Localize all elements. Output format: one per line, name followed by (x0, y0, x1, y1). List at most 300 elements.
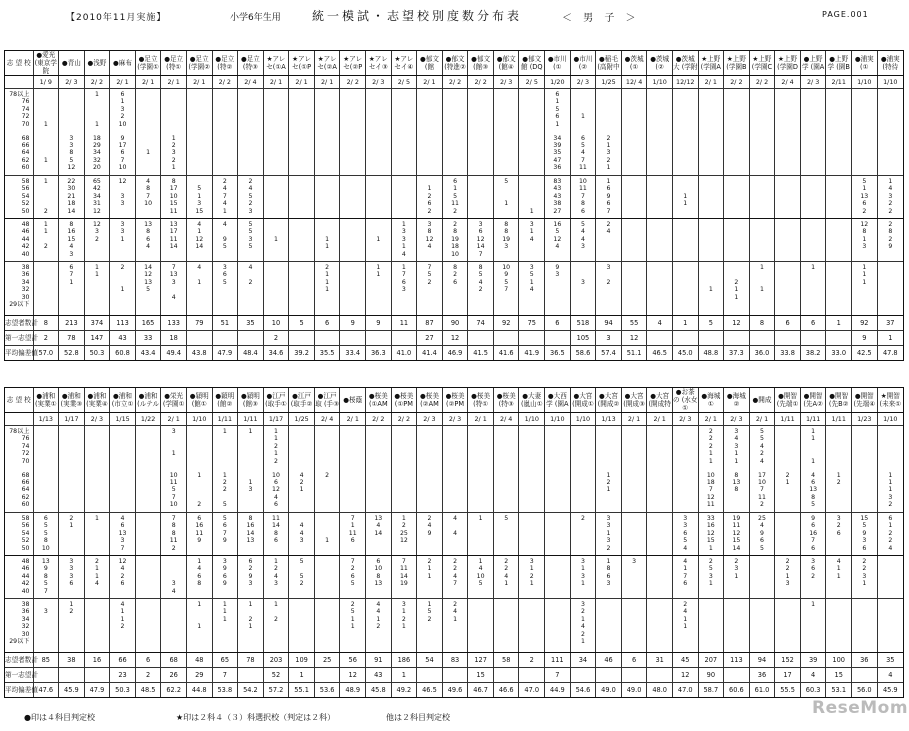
average-score-cell: 44.9 (545, 683, 571, 698)
average-score-cell: 60.6 (724, 683, 750, 698)
school-name-cell: ●郁文 (館③ (468, 51, 494, 76)
score-band-label: 58 56 54 52 50 (5, 513, 33, 556)
score-count-cell (33, 426, 59, 470)
exam-date-cell: 2/ 3 (800, 76, 826, 89)
distribution-table-top (4, 50, 904, 361)
score-band-label: 78以上 76 74 72 70 (9, 91, 30, 128)
applicant-total-cell: 2 (519, 653, 545, 668)
applicant-total-cell: 6 (545, 316, 571, 331)
score-count-cell: 10 11 5 7 10 (161, 470, 187, 513)
average-score-cell: 56.0 (852, 683, 878, 698)
score-count-cell (775, 89, 801, 133)
average-score-cell: 54.6 (570, 683, 596, 698)
applicant-total-cell: 5 (698, 316, 724, 331)
applicant-total-cell: 54 (417, 653, 443, 668)
score-count-cell (212, 133, 238, 176)
exam-date-cell: 2/11 (826, 76, 852, 89)
table-row (5, 176, 903, 219)
average-score-cell: 58.7 (698, 683, 724, 698)
score-count-cell (852, 426, 878, 470)
school-name-cell: ★アレセ(①P (289, 51, 315, 76)
score-count-cell (621, 262, 647, 316)
applicant-total-cell: 37 (877, 316, 903, 331)
score-count-cell: 9 3 (545, 262, 571, 316)
score-count-cell: 1 4 6 8 (186, 556, 212, 599)
school-name-cell: ●桜美 (特① (468, 388, 494, 413)
score-count-cell (826, 133, 852, 176)
score-count-cell (340, 176, 366, 219)
score-count-cell: 34 39 35 47 36 (545, 133, 571, 176)
table-row (5, 413, 903, 426)
exam-date-cell: 1/10 (570, 413, 596, 426)
school-name-cell: ●茨城 (② (647, 51, 673, 76)
first-choice-total-cell: 4 (800, 668, 826, 683)
score-count-cell (135, 470, 161, 513)
score-count-cell (826, 426, 852, 470)
score-count-cell: 1 6 9 6 7 (596, 176, 622, 219)
average-score-cell: 41.4 (417, 346, 443, 361)
score-count-cell: 4 2 (238, 262, 264, 316)
score-count-cell: 9 6 16 7 6 (800, 513, 826, 556)
first-choice-total-cell (493, 331, 519, 346)
score-count-cell: 3 (570, 262, 596, 316)
average-score-cell: 41.9 (519, 346, 545, 361)
score-count-cell: 1 8 6 3 (596, 556, 622, 599)
first-choice-total-cell (519, 668, 545, 683)
score-count-cell: 4 1 12 14 (186, 219, 212, 262)
score-band-label: 68 66 64 62 60 (5, 133, 33, 176)
score-count-cell: 4 6 13 8 5 (800, 470, 826, 513)
average-score-cell: 46.9 (442, 346, 468, 361)
grade-label: 小学6年生用 (230, 13, 281, 23)
exam-date-cell: 2/ 1 (647, 413, 673, 426)
score-count-cell: 1 (519, 176, 545, 219)
first-choice-total-cell (340, 331, 366, 346)
score-count-cell (852, 133, 878, 176)
average-score-cell: 49.6 (442, 683, 468, 698)
score-count-cell: 2 8 19 18 10 (442, 219, 468, 262)
average-score-cell: 48.5 (135, 683, 161, 698)
score-count-cell (314, 599, 340, 653)
score-count-cell (161, 599, 187, 653)
average-score-cell: 47.9 (212, 346, 238, 361)
first-choice-total-cell (775, 331, 801, 346)
score-count-cell: 6 1 3 2 10 (110, 89, 136, 133)
school-name-cell: ●桜美 (①AM (366, 388, 392, 413)
page-number: PAGE.001 (822, 10, 869, 19)
table-row (5, 219, 903, 262)
score-count-cell (775, 426, 801, 470)
exam-date-cell: 1/10 (647, 76, 673, 89)
score-count-cell: 8 8 19 3 (493, 219, 519, 262)
applicant-total-cell: 66 (110, 653, 136, 668)
score-count-cell: 1 (314, 513, 340, 556)
score-count-cell (468, 176, 494, 219)
score-count-cell (570, 426, 596, 470)
exam-date-cell: 2/ 2 (468, 76, 494, 89)
score-count-cell (596, 89, 622, 133)
score-count-cell: 1 2 (826, 470, 852, 513)
score-count-cell: 8 17 10 15 11 (161, 176, 187, 219)
score-count-cell: 25 4 9 6 5 (749, 513, 775, 556)
table-row (5, 316, 903, 331)
score-count-cell: 1 1 2 1 2 (263, 426, 289, 470)
average-score-cell: 48.0 (647, 683, 673, 698)
score-count-cell: 13 4 14 (366, 513, 392, 556)
exam-date-cell: 1/25 (596, 76, 622, 89)
exam-date-cell: 1/17 (59, 413, 85, 426)
score-count-cell (391, 89, 417, 133)
score-count-cell: 13 8 6 4 (135, 219, 161, 262)
average-score-cell: 45.8 (366, 683, 392, 698)
score-count-cell: 8 2 6 (442, 262, 468, 316)
average-score-cell: 44.8 (186, 683, 212, 698)
score-count-cell (289, 219, 315, 262)
footnote-selective: ★印は２科４（３）科選択校（判定は２科） (176, 713, 336, 722)
score-count-cell (314, 426, 340, 470)
score-count-cell: 18 29 34 32 20 (84, 133, 110, 176)
school-name-cell: ●麻布 (110, 51, 136, 76)
score-count-cell (186, 89, 212, 133)
school-name-cell: ●市川 (② (570, 51, 596, 76)
exam-date-cell: 1/13 (33, 413, 59, 426)
score-count-cell: 12 4 2 6 (110, 556, 136, 599)
score-count-cell (724, 133, 750, 176)
score-count-cell (545, 513, 571, 556)
score-count-cell: 6 10 8 13 (366, 556, 392, 599)
applicant-total-cell: 94 (749, 653, 775, 668)
exam-date-cell: 1/23 (852, 413, 878, 426)
first-choice-total-cell (519, 331, 545, 346)
applicant-total-cell: 113 (110, 316, 136, 331)
score-count-cell (84, 599, 110, 653)
table-row (5, 683, 903, 698)
score-count-cell (621, 513, 647, 556)
score-count-cell (366, 426, 392, 470)
school-name-cell: ●江戸取 (手③ (314, 388, 340, 413)
first-choice-total-cell: 12 (340, 668, 366, 683)
score-count-cell: 14 12 13 5 (135, 262, 161, 316)
applicant-total-cell: 39 (800, 653, 826, 668)
score-count-cell (877, 133, 903, 176)
score-count-cell (647, 176, 673, 219)
average-score-cell: 60.3 (800, 683, 826, 698)
score-count-cell (493, 470, 519, 513)
applicant-total-cell: 35 (238, 316, 264, 331)
school-name-cell: ●郁文 (館 (417, 51, 443, 76)
score-count-cell: 2 4 9 (417, 513, 443, 556)
school-name-cell: ●愛光 (東京学院 (34, 51, 57, 75)
score-count-cell: 1 (468, 513, 494, 556)
average-score-cell: 48.8 (698, 346, 724, 361)
exam-date-cell: 2/ 1 (314, 76, 340, 89)
average-score-cell: 45.0 (672, 346, 698, 361)
score-count-cell (647, 556, 673, 599)
exam-date-cell: 12/12 (672, 76, 698, 89)
score-count-cell (749, 599, 775, 653)
school-name-cell: ●桜美 (特③ (493, 388, 519, 413)
applicant-total-cell: 8 (33, 316, 59, 331)
applicant-total-cell: 34 (570, 653, 596, 668)
school-name-cell: ●郁文 (特進② (442, 51, 468, 76)
score-count-cell (366, 176, 392, 219)
applicant-total-cell: 45 (672, 653, 698, 668)
average-score-cell: 53.6 (314, 683, 340, 698)
score-count-cell: 3 2 6 (826, 513, 852, 556)
score-band-label: 48 46 44 42 40 (5, 219, 33, 262)
score-count-cell (289, 176, 315, 219)
score-count-cell: 7 2 6 5 (340, 556, 366, 599)
score-count-cell (366, 470, 392, 513)
average-score-cell: 42.5 (852, 346, 878, 361)
applicant-total-cell: 6 (621, 653, 647, 668)
score-count-cell: 1 1 1 3 2 (877, 470, 903, 513)
score-count-cell: 3 (33, 599, 59, 653)
score-count-cell (800, 219, 826, 262)
score-count-cell: 1 3 (238, 470, 264, 513)
score-count-cell (59, 426, 85, 470)
score-count-cell (59, 470, 85, 513)
average-score-cell: 60.8 (110, 346, 136, 361)
first-choice-total-cell: 15 (826, 668, 852, 683)
score-count-cell: 1 4 3 2 2 (877, 176, 903, 219)
school-name-cell: ●穎明 (館① (186, 388, 212, 413)
exam-date-cell: 1/17 (263, 413, 289, 426)
applicant-total-cell: 25 (314, 653, 340, 668)
score-count-cell: 1 1 (84, 89, 110, 133)
exam-date-cell: 2/ 1 (621, 413, 647, 426)
school-name-cell: ★アレセ(①A (263, 51, 289, 76)
score-count-cell: 2 4 5 2 3 (238, 176, 264, 219)
score-count-cell: 2 3 1 (724, 556, 750, 599)
school-name-cell: ●開成 (749, 388, 775, 413)
score-count-cell: 2 (314, 470, 340, 513)
score-count-cell (493, 599, 519, 653)
score-count-cell: 3 3 8 5 12 (59, 133, 85, 176)
exam-date-cell: 2/ 2 (749, 76, 775, 89)
exam-date-cell: 1/ 9 (33, 76, 59, 89)
score-band-label: 68 66 64 62 60 (5, 470, 33, 513)
school-name-cell: ●茨城大 (学附 (672, 51, 698, 76)
score-count-cell: 1 1 (672, 176, 698, 219)
exam-date-cell: 2/ 1 (749, 413, 775, 426)
score-count-cell (570, 470, 596, 513)
school-name-cell: ●浦和 (実業④ (84, 388, 110, 413)
exam-date-cell: 1/10 (877, 76, 903, 89)
score-count-cell: 1 1 (366, 262, 392, 316)
average-score-cell: 38.2 (800, 346, 826, 361)
applicant-total-cell: 11 (391, 316, 417, 331)
score-count-cell: 11 14 8 6 (263, 513, 289, 556)
average-score-cell: 43.4 (135, 346, 161, 361)
school-name-cell: ●浦和 (実業③ (59, 388, 85, 413)
average-score-cell: 46.6 (493, 683, 519, 698)
distribution-table-bottom (4, 387, 904, 698)
date-row-label (5, 76, 33, 89)
first-choice-total-cell: 78 (59, 331, 85, 346)
score-count-cell: 6 1 5 6 1 (545, 89, 571, 133)
score-count-cell (212, 89, 238, 133)
average-score-cell: 62.2 (161, 683, 187, 698)
score-count-cell: 1 (135, 133, 161, 176)
school-name-cell: ●海城② (724, 388, 750, 413)
score-count-cell (724, 89, 750, 133)
table-row (5, 346, 903, 361)
score-count-cell: 5 6 7 9 (212, 513, 238, 556)
first-choice-total-cell (468, 331, 494, 346)
score-count-cell: 10 18 7 12 11 (698, 470, 724, 513)
first-choice-total-cell: 1 (391, 668, 417, 683)
applicant-total-cell: 56 (340, 653, 366, 668)
score-count-cell: 8 5 4 2 (468, 262, 494, 316)
score-count-cell: 1 1 (186, 599, 212, 653)
score-count-cell: 1 (263, 219, 289, 262)
score-count-cell (442, 470, 468, 513)
school-row-label: 志 望 校 (5, 388, 33, 413)
applicant-total-cell: 46 (596, 653, 622, 668)
exam-date-cell: 2/ 1 (698, 76, 724, 89)
score-count-cell: 15 5 9 3 6 (852, 513, 878, 556)
score-count-cell (340, 133, 366, 176)
table-row (5, 331, 903, 346)
school-name-cell: ●桜美 (②PM (442, 388, 468, 413)
school-name-cell: ●浅野 (84, 51, 110, 76)
first-choice-total-cell (59, 668, 85, 683)
average-score-label: 平均偏差値 (5, 349, 38, 357)
score-count-cell: 17 10 7 11 2 (749, 470, 775, 513)
score-count-cell: 1 (212, 426, 238, 470)
first-choice-total-cell (800, 331, 826, 346)
score-count-cell: 9 17 6 7 10 (110, 133, 136, 176)
report-title: 統一模試・志望校別度数分布表 (312, 9, 523, 23)
score-count-cell: 6 16 11 9 (186, 513, 212, 556)
average-score-cell: 52.8 (59, 346, 85, 361)
first-choice-total-cell (84, 668, 110, 683)
average-score-cell: 41.6 (493, 346, 519, 361)
score-count-cell (135, 599, 161, 653)
score-count-cell: 12 8 1 3 (852, 219, 878, 262)
applicant-total-cell: 51 (212, 316, 238, 331)
score-count-cell (749, 219, 775, 262)
table-row (5, 388, 903, 413)
score-count-cell (621, 176, 647, 219)
first-choice-total-cell: 147 (84, 331, 110, 346)
average-score-cell: 61.0 (749, 683, 775, 698)
first-choice-total-label: 第一志望計 (5, 668, 33, 683)
score-count-cell (519, 89, 545, 133)
score-count-cell (724, 219, 750, 262)
average-score-cell: 46.5 (417, 683, 443, 698)
score-count-cell: 3 (621, 556, 647, 599)
exam-date-cell: 1/11 (800, 413, 826, 426)
score-count-cell: 3 2 1 4 2 1 (570, 599, 596, 653)
score-count-cell: 1 1 1 (800, 426, 826, 470)
score-count-cell: 4 2 1 (289, 470, 315, 513)
first-choice-total-cell (621, 668, 647, 683)
score-count-cell (340, 470, 366, 513)
table-row (5, 76, 903, 89)
exam-date-cell: 2/ 1 (417, 76, 443, 89)
score-count-cell: 1 2 (186, 470, 212, 513)
score-count-cell (340, 426, 366, 470)
school-name-cell: ●市川 (① (545, 51, 571, 76)
average-score-label: 平均偏差値 (5, 686, 38, 694)
score-count-cell: 1 5 2 (417, 599, 443, 653)
score-count-cell: 12 3 3 (110, 176, 136, 219)
score-count-cell: 5 5 4 2 4 (749, 426, 775, 470)
score-count-cell: 1 (800, 262, 826, 316)
applicant-total-cell: 16 (84, 653, 110, 668)
score-count-cell: 7 11 14 19 (391, 556, 417, 599)
score-count-cell: 12 3 2 (84, 219, 110, 262)
score-count-cell (775, 513, 801, 556)
average-score-cell: 39.2 (289, 346, 315, 361)
applicant-total-cell: 87 (417, 316, 443, 331)
footnote-two-subject: 他は２科目判定校 (386, 713, 450, 722)
first-choice-total-cell: 2 (135, 668, 161, 683)
school-name-cell: ●開智 (先端④ (852, 388, 878, 413)
average-score-cell: 53.8 (212, 683, 238, 698)
score-count-cell: 1 (238, 426, 264, 470)
score-count-cell (545, 556, 571, 599)
school-name-cell: ★上野 (学園D (775, 51, 801, 76)
score-count-cell (800, 176, 826, 219)
score-count-cell (826, 89, 852, 133)
first-choice-total-cell: 15 (468, 668, 494, 683)
score-count-cell: 2 1 1 (417, 556, 443, 599)
applicant-total-label: 志望者数計 (5, 653, 33, 668)
school-name-cell: ●上野学 (園A (800, 51, 826, 76)
first-choice-total-cell: 29 (186, 668, 212, 683)
score-count-cell: 3 6 5 (212, 262, 238, 316)
exam-date-cell: 12/ 4 (621, 76, 647, 89)
score-count-cell (698, 176, 724, 219)
exam-date-cell: 1/11 (212, 413, 238, 426)
school-name-cell: ●浦実 (① (852, 51, 878, 76)
score-count-cell (672, 426, 698, 470)
score-count-cell: 2 4 1 (442, 599, 468, 653)
score-count-cell (289, 599, 315, 653)
score-count-cell: 8 13 8 (724, 470, 750, 513)
school-name-cell: ●上野学 (園B (826, 51, 852, 76)
school-name-cell: ●穎明 (館② (212, 388, 238, 413)
exam-date-cell: 2/ 1 (263, 76, 289, 89)
average-score-cell: 45.9 (877, 683, 903, 698)
score-count-cell: 3 6 2 (800, 556, 826, 599)
score-count-cell (647, 513, 673, 556)
applicant-total-cell: 165 (135, 316, 161, 331)
score-count-cell (493, 133, 519, 176)
applicant-total-cell: 518 (570, 316, 596, 331)
score-count-cell (545, 470, 571, 513)
score-count-cell (749, 556, 775, 599)
score-count-cell: 4 9 5 (212, 219, 238, 262)
exam-date-cell: 2/ 2 (442, 76, 468, 89)
exam-date-cell: 2/ 4 (314, 413, 340, 426)
first-choice-total-cell (238, 331, 264, 346)
score-count-cell (417, 89, 443, 133)
score-count-cell: 7 1 11 6 (340, 513, 366, 556)
score-count-cell: 3 6 12 14 7 (468, 219, 494, 262)
applicant-total-cell: 91 (366, 653, 392, 668)
score-count-cell (391, 133, 417, 176)
school-name-cell: ★アレセイ③ (366, 51, 392, 76)
score-count-cell (417, 133, 443, 176)
distribution-grid (5, 388, 903, 697)
score-count-cell: 3 3 1 (110, 219, 136, 262)
score-count-cell (826, 262, 852, 316)
score-count-cell (647, 470, 673, 513)
